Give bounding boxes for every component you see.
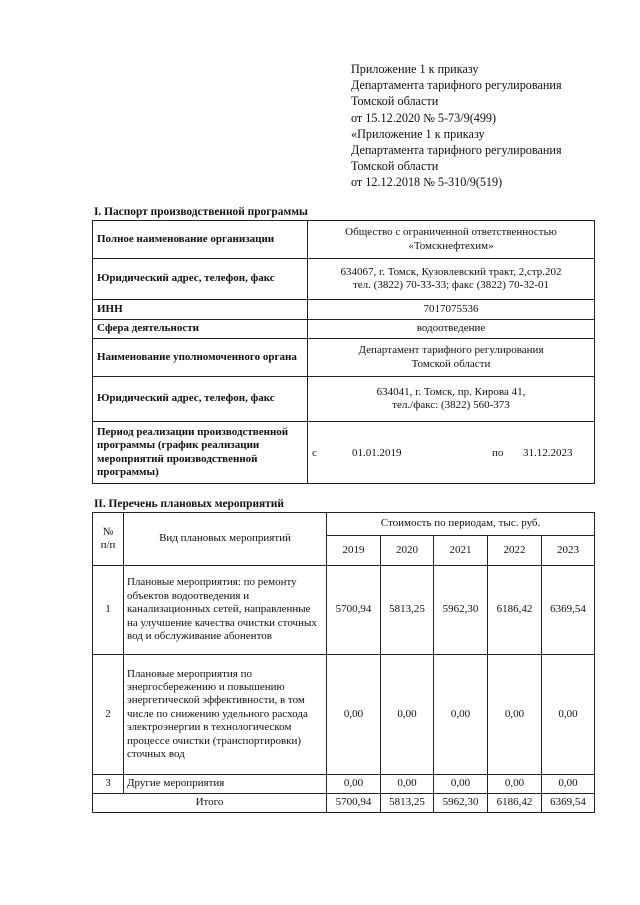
year-header: 2020 — [381, 536, 434, 566]
passport-value — [308, 339, 595, 377]
value-line: Общество с ограниченной ответственностью — [345, 226, 557, 238]
measures-header-row — [93, 513, 595, 536]
measures-table — [92, 512, 595, 813]
total-label: Итого — [93, 794, 327, 813]
passport-value — [308, 259, 595, 300]
header-line: Томской области — [351, 159, 439, 174]
period-label: Период реализации производственной программы (график реализации мероприятий производственной программы) — [93, 422, 308, 484]
year-header: 2022 — [488, 536, 542, 566]
row-num: 1 — [93, 566, 124, 655]
passport-label: Юридический адрес, телефон, факс — [93, 377, 308, 422]
passport-value: 7017075536 — [308, 300, 595, 320]
passport-label: Наименование уполномоченного органа — [93, 339, 308, 377]
total-value: 5700,94 — [327, 794, 381, 813]
passport-value — [308, 377, 595, 422]
period-to-prefix: по — [492, 446, 504, 459]
passport-row — [93, 320, 595, 339]
measures-section-title: II. Перечень плановых мероприятий — [94, 498, 284, 510]
cell-value: 0,00 — [488, 775, 542, 794]
cell-value: 0,00 — [381, 655, 434, 775]
header-line: «Приложение 1 к приказу — [351, 126, 485, 141]
cell-value: 0,00 — [434, 655, 488, 775]
num-column-header: № п/п — [93, 513, 124, 566]
cell-value: 0,00 — [542, 775, 595, 794]
passport-label: Юридический адрес, телефон, факс — [93, 259, 308, 300]
year-header: 2019 — [327, 536, 381, 566]
cell-value: 0,00 — [488, 655, 542, 775]
passport-row — [93, 377, 595, 422]
header-line: от 12.12.2018 № 5-310/9(519) — [351, 175, 503, 190]
value-line: тел./факс: (3822) 560-373 — [392, 399, 510, 411]
value-line: тел. (3822) 70-33-33; факс (3822) 70-32-01 — [352, 279, 549, 291]
row-name: Другие мероприятия — [124, 775, 327, 794]
row-num: 2 — [93, 655, 124, 775]
cell-value: 0,00 — [381, 775, 434, 794]
row-name: Плановые мероприятия: по ремонту объектов водоотведения и канализационных сетей, направленные на улучшение качества очистки сточных вод и обслуживание абонентов — [124, 566, 327, 655]
order-appendix-header — [351, 61, 631, 191]
cell-value: 0,00 — [542, 655, 595, 775]
cell-value: 5700,94 — [327, 566, 381, 655]
total-value: 6369,54 — [542, 794, 595, 813]
period-from-prefix: с — [312, 446, 317, 459]
passport-value: водоотведение — [308, 320, 595, 339]
value-line: 634067, г. Томск, Кузовлевский тракт, 2,стр.202 — [340, 265, 562, 278]
header-line: Департамента тарифного регулирования — [351, 143, 562, 158]
passport-table — [92, 220, 595, 484]
cell-value: 0,00 — [434, 775, 488, 794]
cell-value: 0,00 — [327, 775, 381, 794]
row-name: Плановые мероприятия по энергосбережению и повышению энергетической эффективности, в том числе по снижению удельного расхода электроэнергии в технологическом процессе очистки (транспортировки) сточных вод — [124, 655, 327, 775]
passport-value — [308, 221, 595, 259]
passport-row — [93, 300, 595, 320]
kind-column-header: Вид плановых мероприятий — [124, 513, 327, 566]
value-line: Департамент тарифного регулирования — [358, 344, 544, 356]
total-row — [93, 794, 595, 813]
cell-value: 6369,54 — [542, 566, 595, 655]
passport-period-row — [93, 422, 595, 484]
header-line: Департамента тарифного регулирования — [351, 78, 562, 93]
cell-value: 5962,30 — [434, 566, 488, 655]
passport-label: ИНН — [93, 300, 308, 320]
value-line: Томской области — [411, 357, 491, 370]
table-row — [93, 655, 595, 775]
table-row — [93, 566, 595, 655]
cell-value: 6186,42 — [488, 566, 542, 655]
table-row — [93, 775, 595, 794]
passport-row — [93, 221, 595, 259]
cell-value: 5813,25 — [381, 566, 434, 655]
header-line: Приложение 1 к приказу — [351, 62, 479, 76]
passport-label: Полное наименование организации — [93, 221, 308, 259]
passport-row — [93, 339, 595, 377]
value-line: 634041, г. Томск, пр. Кирова 41, — [376, 385, 526, 398]
total-value: 5962,30 — [434, 794, 488, 813]
row-num: 3 — [93, 775, 124, 794]
cell-value: 0,00 — [327, 655, 381, 775]
cost-column-header: Стоимость по периодам, тыс. руб. — [327, 513, 595, 536]
value-line: «Томскнефтехим» — [408, 239, 494, 252]
total-value: 5813,25 — [381, 794, 434, 813]
passport-label: Сфера деятельности — [93, 320, 308, 339]
period-from-date: 01.01.2019 — [352, 446, 402, 459]
year-header: 2023 — [542, 536, 595, 566]
passport-section-title: I. Паспорт производственной программы — [94, 206, 308, 218]
period-to-date: 31.12.2023 — [523, 446, 573, 459]
header-line: от 15.12.2020 № 5-73/9(499) — [351, 110, 497, 125]
year-header: 2021 — [434, 536, 488, 566]
total-value: 6186,42 — [488, 794, 542, 813]
passport-row — [93, 259, 595, 300]
period-value — [308, 422, 595, 484]
header-line: Томской области — [351, 94, 439, 109]
